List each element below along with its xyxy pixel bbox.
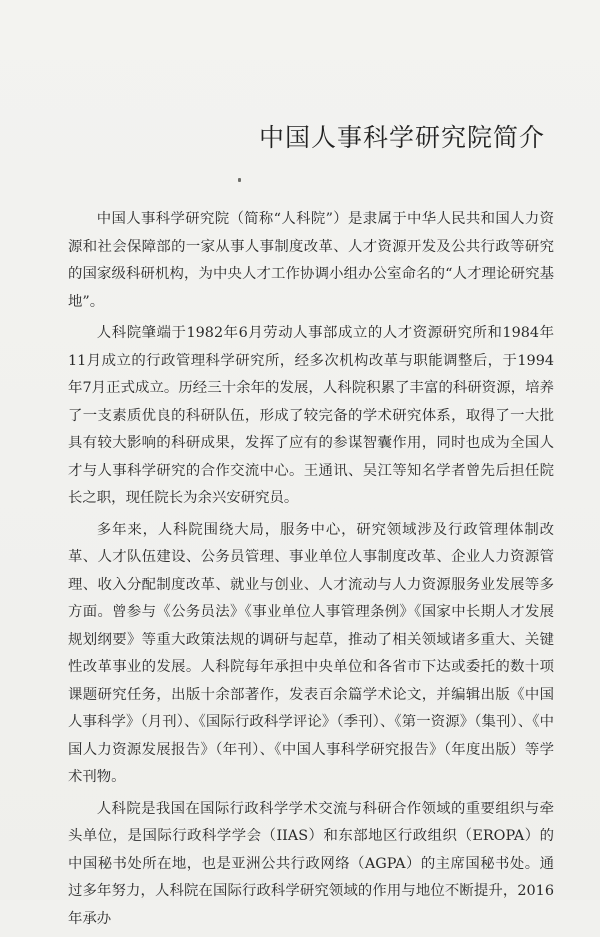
print-speck	[238, 178, 241, 182]
paragraph-4: 人科院是我国在国际行政科学学术交流与科研合作领域的重要组织与牵头单位，是国际行政科学学会（IIAS）和东部地区行政组织（EROPA）的中国秘书处所在地，也是亚洲公共行政网络（AGPA）的主席国秘书处。通过多年努力，人科院在国际行政科学研究领域的作用与地位不断提升，2016年承办	[68, 800, 554, 927]
body-text	[68, 206, 554, 937]
page-title: 中国人事科学研究院简介	[258, 123, 545, 152]
paragraph-1: 中国人事科学研究院（简称“人科院”）是隶属于中华人民共和国人力资源和社会保障部的一家从事人事制度改革、人才资源开发及公共行政等研究的国家级科研机构，为中央人才工作协调小组办公室命名的“人才理论研究基地”。	[68, 211, 554, 310]
paragraph-2: 人科院肇端于1982年6月劳动人事部成立的人才资源研究所和1984年11月成立的行政管理科学研究所，经多次机构改革与职能调整后，于1994年7月正式成立。历经三十余年的发展，人科院积累了丰富的科研资源，培养了一支素质优良的科研队伍，形成了较完备的学术研究体系，取得了一大批具有较大影响的科研成果，发挥了应有的参谋智囊作用，同时也成为全国人才与人事科学研究的合作交流中心。王通讯、吴江等知名学者曾先后担任院长之职，现任院长为余兴安研究员。	[68, 325, 554, 506]
paragraph-3: 多年来，人科院围绕大局，服务中心，研究领域涉及行政管理体制改革、人才队伍建设、公务员管理、事业单位人事制度改革、企业人力资源管理、收入分配制度改革、就业与创业、人才流动与人力资源服务业发展等多方面。曾参与《公务员法》《事业单位人事管理条例》《国家中长期人才发展规划纲要》等重大政策法规的调研与起草，推动了相关领域诸多重大、关键性改革事业的发展。人科院每年承担中央单位和各省市下达或委托的数十项课题研究任务，出版十余部著作，发表百余篇学术论文，并编辑出版《中国人事科学》（月刊）、《国际行政科学评论》（季刊）、《第一资源》（集刊）、《中国人力资源发展报告》（年刊）、《中国人事科学研究报告》（年度出版）等学术刊物。	[68, 521, 554, 785]
